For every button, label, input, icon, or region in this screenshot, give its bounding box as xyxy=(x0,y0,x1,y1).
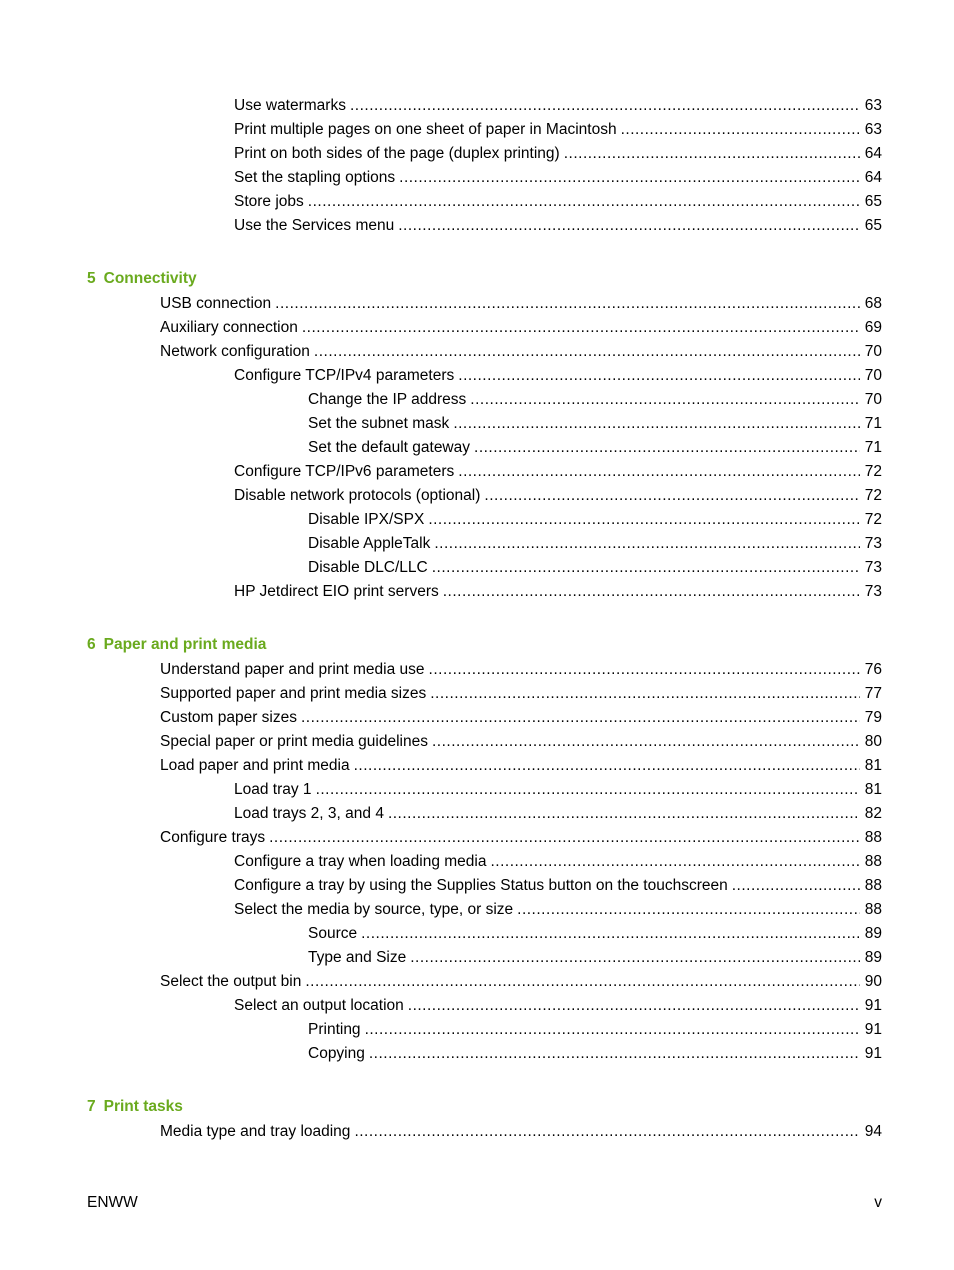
toc-entry-page-number: 70 xyxy=(864,367,882,384)
toc-entry-title: Disable AppleTalk xyxy=(308,535,431,552)
chapter-heading[interactable] xyxy=(0,267,954,291)
toc-entry-title: Custom paper sizes xyxy=(160,709,297,726)
dot-leader xyxy=(517,898,860,922)
dot-leader xyxy=(564,142,860,166)
toc-entry[interactable] xyxy=(0,214,954,238)
table-of-contents xyxy=(0,94,954,1144)
toc-entry-title: Configure TCP/IPv4 parameters xyxy=(234,367,455,384)
toc-entry[interactable] xyxy=(0,946,954,970)
chapter-title: Paper and print media xyxy=(103,636,267,653)
dot-leader xyxy=(484,484,860,508)
toc-entry[interactable] xyxy=(0,706,954,730)
dot-leader xyxy=(308,190,860,214)
toc-entry-page-number: 69 xyxy=(864,319,882,336)
toc-entry-page-number: 90 xyxy=(864,973,882,990)
toc-entry-title: Change the IP address xyxy=(308,391,467,408)
toc-entry-title: Set the subnet mask xyxy=(308,415,450,432)
chapter-number: 7 xyxy=(87,1098,96,1115)
toc-entry-page-number: 72 xyxy=(864,511,882,528)
toc-entry-title: Select the media by source, type, or size xyxy=(234,901,514,918)
dot-leader xyxy=(432,730,860,754)
toc-entry-page-number: 89 xyxy=(864,925,882,942)
toc-entry-page-number: 71 xyxy=(864,415,882,432)
toc-entry-title: Load tray 1 xyxy=(234,781,312,798)
chapter-number: 5 xyxy=(87,270,96,287)
dot-leader xyxy=(269,826,860,850)
toc-entry-title: Print on both sides of the page (duplex printing) xyxy=(234,145,560,162)
dot-leader xyxy=(408,994,860,1018)
toc-entry[interactable] xyxy=(0,778,954,802)
chapter-title: Connectivity xyxy=(103,270,197,287)
dot-leader xyxy=(410,946,860,970)
toc-entry-title: Use watermarks xyxy=(234,97,346,114)
toc-entry-title: Disable network protocols (optional) xyxy=(234,487,481,504)
toc-entry[interactable] xyxy=(0,994,954,1018)
toc-entry-title: Configure trays xyxy=(160,829,266,846)
dot-leader xyxy=(365,1018,860,1042)
toc-entry[interactable] xyxy=(0,802,954,826)
toc-entry-title: Print multiple pages on one sheet of paper in Macintosh xyxy=(234,121,617,138)
dot-leader xyxy=(301,706,860,730)
toc-entry-title: Understand paper and print media use xyxy=(160,661,425,678)
toc-entry-page-number: 64 xyxy=(864,169,882,186)
dot-leader xyxy=(305,970,860,994)
footer-publisher-code: ENWW xyxy=(87,1194,138,1211)
toc-entry[interactable] xyxy=(0,388,954,412)
toc-entry-title: Set the default gateway xyxy=(308,439,471,456)
toc-entry-title: Media type and tray loading xyxy=(160,1123,351,1140)
toc-entry[interactable] xyxy=(0,412,954,436)
dot-leader xyxy=(398,214,860,238)
toc-entry[interactable] xyxy=(0,190,954,214)
dot-leader xyxy=(458,460,860,484)
toc-entry-title: HP Jetdirect EIO print servers xyxy=(234,583,439,600)
dot-leader xyxy=(302,316,860,340)
toc-entry-page-number: 89 xyxy=(864,949,882,966)
toc-entry[interactable] xyxy=(0,556,954,580)
toc-entry-title: Configure TCP/IPv6 parameters xyxy=(234,463,455,480)
toc-entry[interactable] xyxy=(0,532,954,556)
dot-leader xyxy=(350,94,860,118)
toc-entry-title: Configure a tray by using the Supplies Status button on the touchscreen xyxy=(234,877,728,894)
toc-entry-page-number: 63 xyxy=(864,97,882,114)
toc-entry-page-number: 88 xyxy=(864,829,882,846)
toc-entry-title: Set the stapling options xyxy=(234,169,396,186)
toc-entry-title: Supported paper and print media sizes xyxy=(160,685,427,702)
toc-entry[interactable] xyxy=(0,484,954,508)
toc-entry-page-number: 73 xyxy=(864,559,882,576)
toc-entry[interactable] xyxy=(0,730,954,754)
toc-entry-page-number: 91 xyxy=(864,1045,882,1062)
toc-entry-title: Copying xyxy=(308,1045,365,1062)
dot-leader xyxy=(388,802,860,826)
toc-entry[interactable] xyxy=(0,292,954,316)
toc-entry-page-number: 88 xyxy=(864,853,882,870)
toc-entry[interactable] xyxy=(0,436,954,460)
chapter-title: Print tasks xyxy=(103,1098,183,1115)
page-footer xyxy=(87,1191,882,1215)
toc-entry-page-number: 88 xyxy=(864,901,882,918)
dot-leader xyxy=(354,754,860,778)
toc-entry-page-number: 82 xyxy=(864,805,882,822)
toc-entry[interactable] xyxy=(0,1042,954,1066)
toc-entry-page-number: 91 xyxy=(864,997,882,1014)
dot-leader xyxy=(361,922,860,946)
toc-entry-title: Network configuration xyxy=(160,343,310,360)
toc-entry[interactable] xyxy=(0,874,954,898)
toc-entry-title: Configure a tray when loading media xyxy=(234,853,487,870)
toc-entry[interactable] xyxy=(0,1018,954,1042)
toc-entry-page-number: 65 xyxy=(864,193,882,210)
toc-entry-title: Special paper or print media guidelines xyxy=(160,733,428,750)
toc-entry-page-number: 72 xyxy=(864,463,882,480)
dot-leader xyxy=(432,556,860,580)
dot-leader xyxy=(458,364,860,388)
toc-entry-page-number: 91 xyxy=(864,1021,882,1038)
toc-entry[interactable] xyxy=(0,94,954,118)
toc-entry-title: Disable IPX/SPX xyxy=(308,511,425,528)
toc-entry[interactable] xyxy=(0,340,954,364)
toc-entry[interactable] xyxy=(0,826,954,850)
toc-entry-title: Auxiliary connection xyxy=(160,319,298,336)
dot-leader xyxy=(470,388,860,412)
toc-entry-page-number: 71 xyxy=(864,439,882,456)
toc-entry[interactable] xyxy=(0,166,954,190)
dot-leader xyxy=(443,580,860,604)
dot-leader xyxy=(429,658,860,682)
dot-leader xyxy=(434,532,860,556)
toc-entry-title: Type and Size xyxy=(308,949,407,966)
toc-entry-title: Use the Services menu xyxy=(234,217,395,234)
toc-entry[interactable] xyxy=(0,754,954,778)
toc-entry-title: Printing xyxy=(308,1021,361,1038)
dot-leader xyxy=(732,874,860,898)
toc-entry-page-number: 81 xyxy=(864,757,882,774)
toc-entry[interactable] xyxy=(0,898,954,922)
chapter-number: 6 xyxy=(87,636,96,653)
toc-entry[interactable] xyxy=(0,658,954,682)
dot-leader xyxy=(399,166,860,190)
toc-entry-page-number: 64 xyxy=(864,145,882,162)
dot-leader xyxy=(453,412,860,436)
toc-entry-page-number: 81 xyxy=(864,781,882,798)
toc-entry[interactable] xyxy=(0,970,954,994)
toc-entry-title: Disable DLC/LLC xyxy=(308,559,428,576)
toc-entry-page-number: 70 xyxy=(864,343,882,360)
toc-entry[interactable] xyxy=(0,682,954,706)
chapter-heading[interactable] xyxy=(0,633,954,657)
dot-leader xyxy=(474,436,860,460)
dot-leader xyxy=(430,682,860,706)
dot-leader xyxy=(369,1042,860,1066)
toc-entry-page-number: 72 xyxy=(864,487,882,504)
toc-entry-page-number: 70 xyxy=(864,391,882,408)
toc-entry-title: Load trays 2, 3, and 4 xyxy=(234,805,384,822)
toc-entry[interactable] xyxy=(0,118,954,142)
toc-entry-title: Load paper and print media xyxy=(160,757,350,774)
toc-entry-title: USB connection xyxy=(160,295,272,312)
footer-page-number: v xyxy=(874,1194,882,1211)
toc-entry[interactable] xyxy=(0,922,954,946)
toc-entry-page-number: 76 xyxy=(864,661,882,678)
toc-entry-page-number: 77 xyxy=(864,685,882,702)
toc-entry[interactable] xyxy=(0,850,954,874)
dot-leader xyxy=(275,292,860,316)
toc-entry-page-number: 79 xyxy=(864,709,882,726)
toc-entry-page-number: 94 xyxy=(864,1123,882,1140)
toc-entry[interactable] xyxy=(0,316,954,340)
toc-entry-page-number: 68 xyxy=(864,295,882,312)
dot-leader xyxy=(316,778,860,802)
toc-entry-page-number: 65 xyxy=(864,217,882,234)
chapter-heading[interactable] xyxy=(0,1095,954,1119)
toc-entry-page-number: 80 xyxy=(864,733,882,750)
dot-leader xyxy=(354,1120,860,1144)
toc-entry-page-number: 88 xyxy=(864,877,882,894)
toc-entry[interactable] xyxy=(0,1120,954,1144)
dot-leader xyxy=(621,118,860,142)
toc-entry[interactable] xyxy=(0,580,954,604)
dot-leader xyxy=(314,340,860,364)
toc-entry-title: Source xyxy=(308,925,358,942)
toc-entry[interactable] xyxy=(0,364,954,388)
dot-leader xyxy=(490,850,860,874)
toc-entry-title: Store jobs xyxy=(234,193,304,210)
toc-entry[interactable] xyxy=(0,508,954,532)
toc-entry-page-number: 73 xyxy=(864,535,882,552)
dot-leader xyxy=(428,508,860,532)
toc-entry-page-number: 73 xyxy=(864,583,882,600)
toc-entry-title: Select an output location xyxy=(234,997,404,1014)
toc-entry[interactable] xyxy=(0,142,954,166)
toc-entry[interactable] xyxy=(0,460,954,484)
toc-entry-page-number: 63 xyxy=(864,121,882,138)
toc-entry-title: Select the output bin xyxy=(160,973,302,990)
